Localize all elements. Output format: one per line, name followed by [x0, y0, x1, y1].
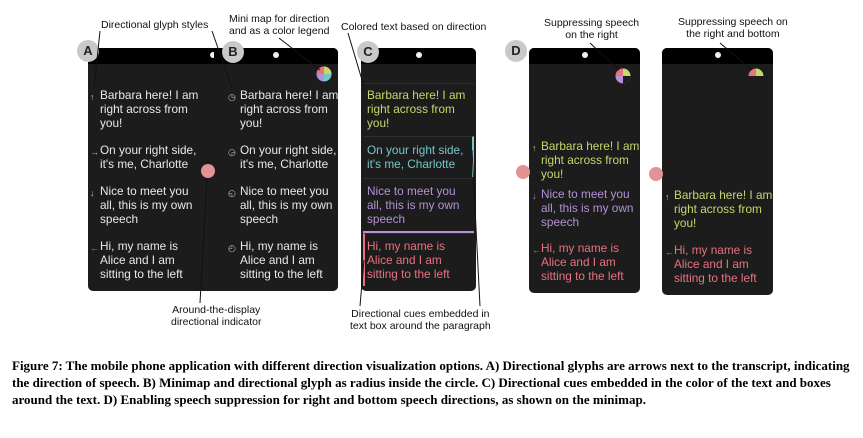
message-barbara: Barbara here! I am right across from you! — [100, 88, 199, 130]
annotation-around-display-line1: Around-the-display — [172, 304, 261, 316]
arrow-up-icon: ↑ — [532, 143, 537, 153]
callout-line-embedded-left — [360, 260, 364, 306]
message-barbara: Barbara here! I am right across from you! — [541, 139, 640, 181]
figure-caption: Figure 7: The mobile phone application with different direction visualization options. A) Directional glyphs are arrows next to the transcript, indicating the direction of speech. B) Minimap and directional glyph as radius inside the circle. C) Directional cues embedded in the color of the text and boxes around the text. D) Enabling speech suppression for right and bottom speech directions, as shown on the minimap. — [12, 358, 850, 407]
callout-line-suppress-right — [590, 43, 619, 70]
arrow-left-icon: ← — [90, 243, 99, 253]
annotation-colored-text: Colored text based on direction — [341, 21, 487, 33]
message-alice: Hi, my name is Alice and I am sitting to the left — [100, 239, 183, 281]
message-nice: Nice to meet you all, this is my own speech — [100, 184, 193, 226]
callout-line-around-display — [200, 178, 207, 303]
callout-line-suppress-rb — [720, 43, 752, 70]
annotation-suppress-rb-line2: the right and bottom — [686, 28, 780, 40]
arrow-right-icon: → — [90, 147, 99, 157]
message-nice: Nice to meet you all, this is my own speech — [541, 187, 634, 229]
panel-label-d: D — [505, 40, 527, 62]
message-alice: Hi, my name is Alice and I am sitting to the left — [240, 239, 323, 281]
annotation-mini-map-line1: Mini map for direction — [229, 13, 330, 25]
annotation-embedded-cues-line1: Directional cues embedded in — [351, 308, 490, 320]
message-alice: Hi, my name is Alice and I am sitting to the left — [367, 239, 450, 281]
message-barbara: Barbara here! I am right across from you! — [674, 188, 773, 230]
callout-line-glyph-b — [212, 31, 232, 88]
callout-line-embedded-right — [472, 150, 480, 306]
arrow-down-icon: ↓ — [90, 188, 95, 198]
circle-bottom-icon: ◵ — [228, 188, 236, 198]
message-nice: Nice to meet you all, this is my own speech — [240, 184, 333, 226]
message-charlotte: On your right side, it's me, Charlotte — [367, 143, 464, 171]
callout-line-minimap — [279, 38, 320, 70]
annotation-suppress-right-line2: on the right — [565, 29, 618, 41]
arrow-left-icon: ← — [532, 245, 541, 255]
annotation-embedded-cues-line2: text box around the paragraph — [350, 320, 491, 332]
circle-top-icon: ◷ — [228, 92, 236, 102]
message-barbara: Barbara here! I am right across from you! — [240, 88, 338, 130]
message-alice: Hi, my name is Alice and I am sitting to the left — [541, 241, 624, 283]
message-alice: Hi, my name is Alice and I am sitting to the left — [674, 243, 757, 285]
message-nice: Nice to meet you all, this is my own speech — [367, 184, 460, 226]
annotation-suppress-right-line1: Suppressing speech — [544, 17, 640, 29]
panel-label-c: C — [357, 41, 379, 63]
arrow-down-icon: ↓ — [532, 191, 537, 201]
arrow-up-icon: ↑ — [665, 192, 670, 202]
arrow-left-icon: ← — [665, 247, 674, 257]
annotation-around-display-line2: directional indicator — [171, 316, 262, 328]
message-charlotte: On your right side, it's me, Charlotte — [100, 143, 197, 171]
annotation-mini-map-line2: and as a color legend — [229, 25, 330, 37]
callout-line-colored-text — [348, 33, 365, 90]
circle-left-icon: ◴ — [228, 243, 236, 253]
annotation-suppress-rb-line1: Suppressing speech on — [678, 16, 788, 28]
panel-label-b: B — [222, 41, 244, 63]
arrow-up-icon: ↑ — [90, 92, 95, 102]
annotation-directional-glyph-styles: Directional glyph styles — [101, 19, 209, 31]
panel-label-a: A — [77, 40, 99, 62]
message-barbara: Barbara here! I am right across from you! — [367, 88, 466, 130]
circle-right-icon: ◶ — [228, 147, 236, 157]
message-charlotte: On your right side, it's me, Charlotte — [240, 143, 337, 171]
callout-line-glyph-a — [94, 31, 100, 88]
